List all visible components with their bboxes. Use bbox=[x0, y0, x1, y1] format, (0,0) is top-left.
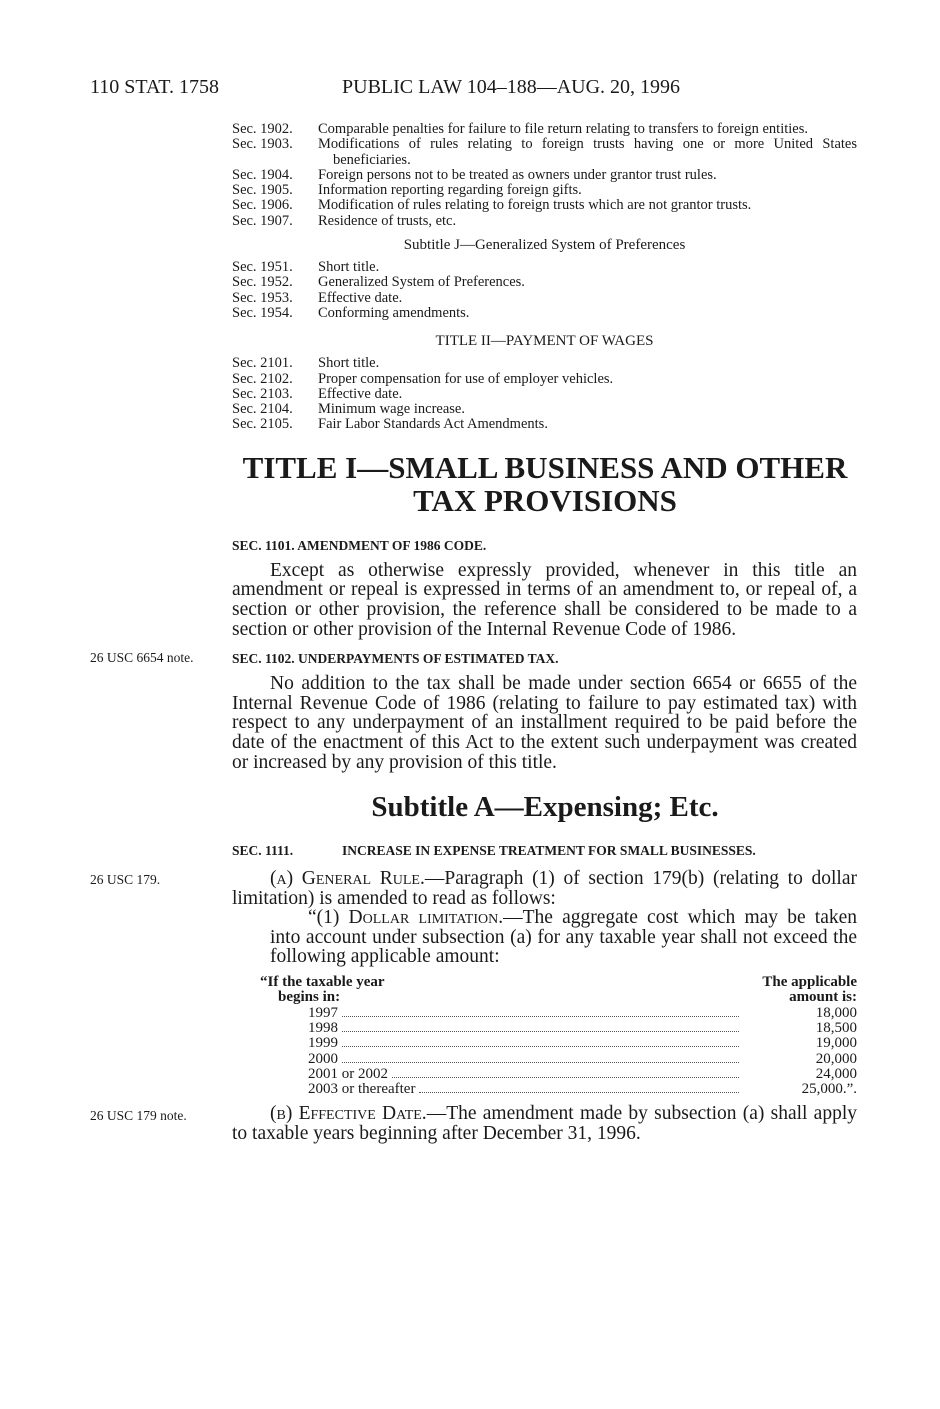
toc-entry-number: Sec. 1904. bbox=[232, 166, 293, 183]
toc-entry bbox=[232, 168, 857, 183]
toc-entry-number: Sec. 2103. bbox=[232, 385, 293, 402]
toc-entry-number: Sec. 2104. bbox=[232, 401, 293, 418]
toc-entry-title: Short title. bbox=[318, 355, 380, 372]
dot-leader bbox=[419, 1092, 739, 1093]
toc-entry bbox=[232, 183, 857, 198]
toc-entry bbox=[232, 402, 857, 417]
running-header: PUBLIC LAW 104–188—AUG. 20, 1996 bbox=[342, 76, 681, 98]
toc-group-1 bbox=[232, 122, 857, 229]
year-cell: 2001 or 2002 bbox=[308, 1065, 388, 1082]
col-year-header-1: “If the taxable year bbox=[260, 974, 385, 991]
amount-cell: 25,000.”. bbox=[801, 1081, 857, 1098]
toc-entry bbox=[232, 137, 857, 168]
toc-entry-title: Foreign persons not to be treated as owners under grantor trust rules. bbox=[318, 166, 717, 183]
title-i-line2: TAX PROVISIONS bbox=[413, 482, 677, 518]
table-row bbox=[260, 1021, 857, 1036]
toc-entry-title: Fair Labor Standards Act Amendments. bbox=[318, 416, 548, 433]
margin-note-6654: 26 USC 6654 note. bbox=[90, 650, 194, 666]
toc-entry-title: Conforming amendments. bbox=[318, 304, 470, 321]
paragraph-1 bbox=[270, 908, 857, 967]
sec-1101-text bbox=[232, 561, 857, 639]
subtitle-a-heading: Subtitle A—Expensing; Etc. bbox=[371, 791, 719, 824]
subsection-a-label: (a) General Rule. bbox=[270, 868, 425, 890]
sec-1111-number: SEC. 1111. bbox=[232, 843, 294, 859]
sec-1102 bbox=[90, 650, 857, 773]
toc-entry-number: Sec. 1954. bbox=[232, 304, 293, 321]
toc-entry-number: Sec. 1906. bbox=[232, 197, 293, 214]
col-amount-header-1: The applicable bbox=[762, 974, 857, 991]
col-amount-header-2: amount is: bbox=[789, 989, 857, 1006]
sec-1111-heading bbox=[232, 842, 857, 860]
toc-entry-number: Sec. 2102. bbox=[232, 370, 293, 387]
toc-entry-number: Sec. 1907. bbox=[232, 212, 293, 229]
amount-cell: 18,000 bbox=[815, 1004, 857, 1021]
toc-entry-number: Sec. 2105. bbox=[232, 416, 293, 433]
toc-entry-number: Sec. 1905. bbox=[232, 182, 293, 199]
dot-leader bbox=[392, 1077, 739, 1078]
year-cell: 1997 bbox=[308, 1004, 338, 1021]
table-header-row bbox=[260, 975, 857, 1006]
toc-entry-number: Sec. 1953. bbox=[232, 289, 293, 306]
sec-1101-heading: SEC. 1101. AMENDMENT OF 1986 CODE. bbox=[232, 537, 487, 553]
page-stat-number: 110 STAT. 1758 bbox=[90, 76, 219, 98]
table-row bbox=[260, 1052, 857, 1067]
subsection-b-section bbox=[90, 1103, 857, 1145]
col-year-header-2: begins in: bbox=[278, 989, 341, 1006]
year-cell: 1999 bbox=[308, 1035, 338, 1052]
toc-entry-title: Proper compensation for use of employer vehicles. bbox=[318, 370, 614, 387]
toc-entry-number: Sec. 1951. bbox=[232, 259, 293, 276]
toc-entry-title: Effective date. bbox=[318, 289, 403, 306]
toc-group-3 bbox=[232, 356, 857, 432]
year-cell: 2000 bbox=[308, 1050, 338, 1067]
subsection-b-text: —The amendment made by subsection (a) shall apply to taxable years beginning after December 31, 1996. bbox=[232, 1103, 857, 1145]
toc-entry bbox=[232, 122, 857, 137]
table-body bbox=[260, 1006, 857, 1098]
toc-entry bbox=[232, 291, 857, 306]
toc-entry-title: Modifications of rules relating to foreign trusts having one or more United States beneficiaries. bbox=[318, 136, 857, 168]
toc-entry-title: Effective date. bbox=[318, 385, 403, 402]
title-i-heading bbox=[150, 451, 940, 517]
dot-leader bbox=[342, 1016, 739, 1017]
toc-entry-title: Comparable penalties for failure to file return relating to transfers to foreign entities. bbox=[318, 121, 809, 137]
toc-entry bbox=[232, 417, 857, 432]
margin-note-179-note: 26 USC 179 note. bbox=[90, 1108, 187, 1124]
toc-entry bbox=[232, 198, 857, 213]
applicable-amount-table bbox=[260, 975, 857, 1097]
toc-entry-number: Sec. 1952. bbox=[232, 274, 293, 291]
sec-1102-heading: SEC. 1102. UNDERPAYMENTS OF ESTIMATED TAX. bbox=[232, 651, 559, 667]
amount-cell: 18,500 bbox=[815, 1019, 857, 1036]
amount-cell: 20,000 bbox=[815, 1050, 857, 1067]
toc-entry-number: Sec. 1902. bbox=[232, 121, 293, 137]
toc-entry-title: Modification of rules relating to foreign trusts which are not grantor trusts. bbox=[318, 197, 752, 214]
paragraph-1-text: —The aggregate cost which may be taken into account under subsection (a) for any taxable year shall not exceed the following applicable amount: bbox=[270, 907, 857, 968]
table-row bbox=[260, 1067, 857, 1082]
subsection-b bbox=[232, 1104, 857, 1143]
table-row bbox=[260, 1006, 857, 1021]
amount-cell: 24,000 bbox=[815, 1065, 857, 1082]
col-year-header bbox=[260, 975, 385, 1006]
page-body bbox=[90, 121, 857, 1145]
toc-entry-title: Residence of trusts, etc. bbox=[318, 212, 457, 229]
margin-note-179: 26 USC 179. bbox=[90, 872, 161, 888]
toc-entry bbox=[232, 260, 857, 275]
toc-entry bbox=[232, 387, 857, 402]
subsection-a bbox=[232, 869, 857, 908]
sec-1101-body: Except as otherwise expressly provided, whenever in this title an amendment or repeal is expressed in terms of an amendment to, or repeal of, a section or other provision, the reference shall be considered to be made to a section or other provision of the Internal Revenue Code of 1986. bbox=[232, 559, 857, 640]
toc-entry-title: Generalized System of Preferences. bbox=[318, 274, 525, 291]
title-i-line1: TITLE I—SMALL BUSINESS AND OTHER bbox=[242, 449, 848, 485]
toc-entry-number: Sec. 1903. bbox=[232, 136, 293, 153]
year-cell: 1998 bbox=[308, 1019, 338, 1036]
amount-cell: 19,000 bbox=[815, 1035, 857, 1052]
dot-leader bbox=[342, 1031, 739, 1032]
toc-group-2 bbox=[232, 260, 857, 321]
toc-entry-number: Sec. 2101. bbox=[232, 355, 293, 372]
toc-entry bbox=[232, 306, 857, 321]
dot-leader bbox=[342, 1046, 739, 1047]
table-row bbox=[260, 1082, 857, 1097]
toc-entry bbox=[232, 356, 857, 371]
toc-entry-title: Minimum wage increase. bbox=[318, 401, 465, 418]
subsection-b-label: (b) Effective Date. bbox=[270, 1103, 427, 1125]
subsection-a-text: —Paragraph (1) of section 179(b) (relating to dollar limitation) is amended to read as follows: bbox=[232, 868, 857, 909]
toc-entry bbox=[232, 275, 857, 290]
sec-1111-body bbox=[90, 868, 857, 1098]
toc-entry bbox=[232, 372, 857, 387]
dot-leader bbox=[342, 1062, 739, 1063]
toc-title-ii: TITLE II—PAYMENT OF WAGES bbox=[435, 333, 654, 350]
toc-entry-title: Information reporting regarding foreign gifts. bbox=[318, 182, 582, 199]
toc-entry bbox=[232, 214, 857, 229]
paragraph-1-label: “(1) Dollar limitation. bbox=[308, 907, 504, 929]
sec-1102-body: No addition to the tax shall be made under section 6654 or 6655 of the Internal Revenue Code of 1986 (relating to failure to pay estimated tax) with respect to any underpayment of an installment required to be paid before the date of the enactment of this Act to the extent such underpayment was created or increased by any provision of this title. bbox=[232, 673, 857, 773]
sec-1102-text bbox=[232, 674, 857, 772]
table-row bbox=[260, 1036, 857, 1051]
toc-subtitle-j: Subtitle J—Generalized System of Preferences bbox=[403, 237, 686, 254]
toc-entry-title: Short title. bbox=[318, 259, 380, 276]
year-cell: 2003 or thereafter bbox=[308, 1081, 416, 1098]
sec-1111-title: INCREASE IN EXPENSE TREATMENT FOR SMALL BUSINESSES. bbox=[342, 843, 756, 859]
col-amount-header bbox=[762, 975, 857, 1006]
